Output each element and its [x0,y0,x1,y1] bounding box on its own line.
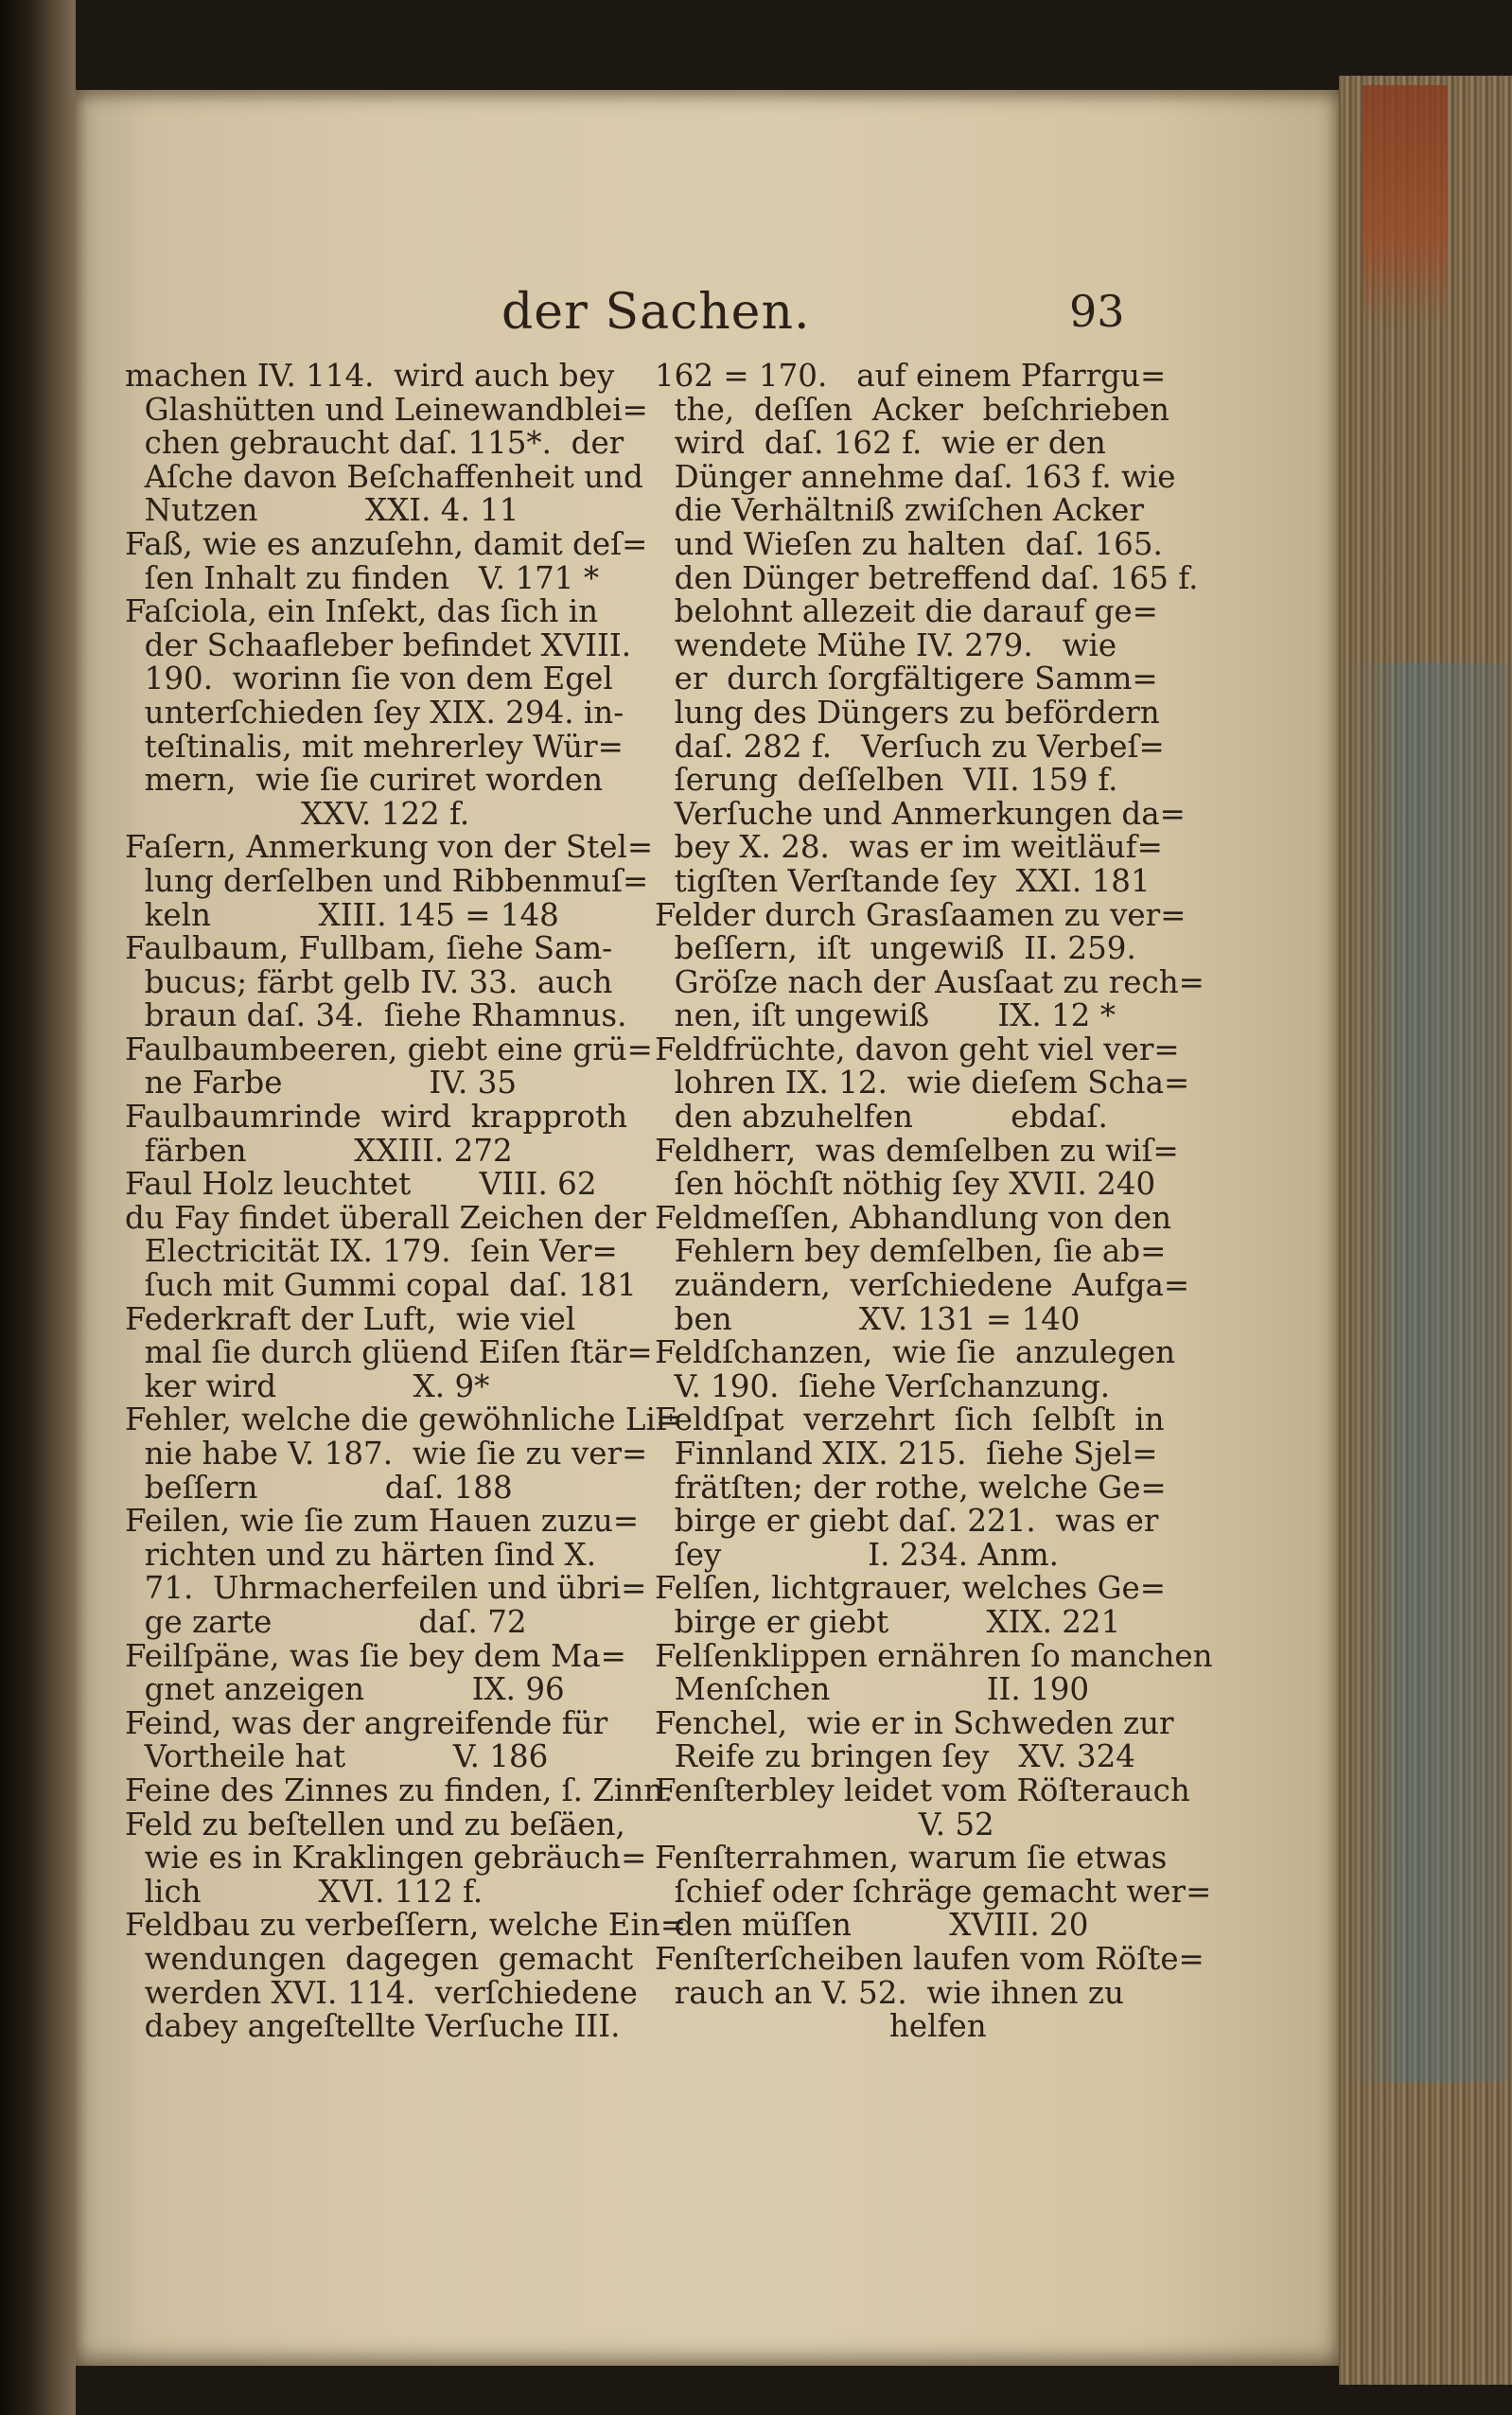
index-line: Faulbaumbeeren, giebt eine grü= [125,1031,653,1067]
index-line: färben XXIII. 272 [125,1132,513,1169]
index-line: Fehler, welche die gewöhnliche Li= [125,1401,682,1438]
index-line: Fenſterrahmen, warum ſie etwas [655,1840,1168,1877]
index-line: birge er giebt XIX. 221 [655,1603,1121,1640]
index-line: bey X. 28. was er im weitläuf= [655,829,1163,866]
index-line: Feldſchanzen, wie ſie anzulegen [655,1334,1176,1371]
index-line: wie es in Kraklingen gebräuch= [125,1840,647,1877]
index-line: Feine des Zinnes zu finden, ſ. Zinn. [125,1772,674,1808]
index-line: Verſuche und Anmerkungen da= [655,795,1186,832]
index-line: Menſchen II. 190 [655,1671,1090,1708]
index-line: beſſern, iſt ungewiß II. 259. [655,930,1136,967]
index-line: chen gebraucht daſ. 115*. der [125,425,624,462]
index-line: mern, wie ſie curiret worden [125,762,604,799]
index-line: lohren IX. 12. wie dieſem Scha= [655,1065,1190,1102]
index-line: Feldmeſſen, Abhandlung von den [655,1199,1172,1236]
index-line: Feldſpat verzehrt ſich ſelbſt in [655,1401,1165,1438]
index-line: lung derſelben und Ribbenmuſ= [125,862,649,899]
index-line: Fenchel, wie er in Schweden zur [655,1704,1174,1741]
index-line: mal ſie durch glüend Eiſen ſtär= [125,1334,653,1371]
index-line: wendungen dagegen gemacht [125,1940,634,1977]
index-line: ge zarte daſ. 72 [125,1603,527,1640]
index-line: Faulbaumrinde wird krapproth [125,1099,628,1136]
index-line: ben XV. 131 = 140 [655,1300,1081,1337]
index-line: Dünger annehme daſ. 163 f. wie [655,458,1176,495]
index-line: birge er giebt daſ. 221. was er [655,1503,1159,1540]
index-line: frätſten; der rothe, welche Ge= [655,1469,1167,1506]
index-line: daſ. 282 f. Verſuch zu Verbeſ= [655,728,1165,765]
index-line: er durch ſorgfältigere Samm= [655,661,1158,697]
index-line: zuändern, verſchiedene Aufga= [655,1267,1190,1304]
index-line: XXV. 122 f. [125,795,470,832]
index-line: Felder durch Grasſaamen zu ver= [655,896,1187,933]
index-line: Feind, was der angreifende für [125,1704,608,1741]
page-number: 93 [1069,286,1125,337]
index-line: Faulbaum, Fullbam, ſiehe Sam- [125,930,613,967]
index-line: dabey angeſtellte Verſuche III. [125,2008,621,2045]
index-line: Reife zu bringen ſey XV. 324 [655,1738,1135,1775]
index-line: ſchief oder ſchräge gemacht wer= [655,1873,1212,1910]
index-line: richten und zu härten ſind X. [125,1536,597,1573]
index-line: den müſſen XVIII. 20 [655,1907,1089,1944]
index-line: Fenſterbley leidet vom Röſterauch [655,1772,1190,1808]
index-line: Glashütten und Leinewandblei= [125,391,648,428]
index-line: werden XVI. 114. verſchiedene [125,1974,638,2011]
index-line: Electricität IX. 179. ſein Ver= [125,1233,618,1270]
index-line: V. 52 [655,1806,994,1842]
index-line: Faul Holz leuchtet VIII. 62 [125,1166,597,1203]
index-line: unterſchieden ſey XIX. 294. in- [125,694,624,731]
index-line: ſen höchſt nöthig ſey XVII. 240 [655,1166,1156,1203]
index-line: Faſciola, ein Inſekt, das ſich in [125,593,599,630]
index-line: ſey I. 234. Anm. [655,1536,1059,1573]
index-line: wird daſ. 162 f. wie er den [655,425,1106,462]
index-line: und Wieſen zu halten daſ. 165. [655,525,1163,562]
index-line: lich XVI. 112 f. [125,1873,483,1910]
index-line: teſtinalis, mit mehrerley Wür= [125,728,624,765]
index-line: keln XIII. 145 = 148 [125,896,559,933]
index-line: Feilſpäne, was ſie bey dem Ma= [125,1637,626,1674]
index-line: den abzuhelfen ebdaſ. [655,1099,1108,1136]
index-line: beſſern daſ. 188 [125,1469,513,1506]
page-header [0,284,1512,360]
index-line: the, deſſen Acker beſchrieben [655,391,1169,428]
index-line: bucus; färbt gelb IV. 33. auch [125,963,613,1000]
index-line: Federkraft der Luft, wie viel [125,1300,576,1337]
index-line: rauch an V. 52. wie ihnen zu [655,1974,1124,2011]
index-line: Felſen, lichtgrauer, welches Ge= [655,1570,1166,1607]
index-line: den Dünger betreffend daſ. 165 f. [655,559,1199,596]
index-line: ker wird X. 9* [125,1367,490,1404]
index-line: Felſenklippen ernähren ſo manchen [655,1637,1213,1674]
index-line: Faſern, Anmerkung von der Stel= [125,829,654,866]
index-line: Fenſterſcheiben laufen vom Röſte= [655,1940,1204,1977]
index-line: Feilen, wie ſie zum Hauen zuzu= [125,1503,640,1540]
index-line: lung des Düngers zu befördern [655,694,1160,731]
index-line: du Fay findet überall Zeichen der [125,1199,646,1236]
index-line: Gröſze nach der Ausſaat zu rech= [655,963,1204,1000]
index-line: machen IV. 114. wird auch bey [125,358,615,394]
index-line: Aſche davon Beſchaffenheit und [125,458,643,495]
index-column-left [125,358,687,2045]
index-line: 162 = 170. auf einem Pfarrgu= [655,358,1167,394]
index-line: 190. worinn ſie von dem Egel [125,661,613,697]
index-line: ne Farbe IV. 35 [125,1065,518,1102]
index-line: Faß, wie es anzuſehn, damit deſ= [125,525,648,562]
index-line: braun daſ. 34. ſiehe Rhamnus. [125,997,627,1034]
index-line: Feldherr, was demſelben zu wiſ= [655,1132,1179,1169]
index-column-right [655,358,1213,2045]
index-line: ſen Inhalt zu finden V. 171 * [125,559,600,596]
index-line: V. 190. ſiehe Verſchanzung. [655,1367,1111,1404]
book-gutter-edge [0,0,76,2415]
index-line: die Verhältniß zwiſchen Acker [655,492,1144,529]
index-line: tigſten Verſtande ſey XXI. 181 [655,862,1151,899]
index-line: ſerung deſſelben VII. 159 f. [655,762,1118,799]
index-line: Finnland XIX. 215. ſiehe Sjel= [655,1436,1158,1472]
index-line: Nutzen XXI. 4. 11 [125,492,519,529]
index-line: ſuch mit Gummi copal daſ. 181 [125,1267,637,1304]
index-line: Feldbau zu verbeſſern, welche Ein= [125,1907,687,1944]
index-line: Feld zu beſtellen und zu beſäen, [125,1806,625,1842]
index-line: gnet anzeigen IX. 96 [125,1671,565,1708]
index-line: belohnt allezeit die darauf ge= [655,593,1158,630]
index-line: Feldfrüchte, davon geht viel ver= [655,1031,1180,1067]
index-line: nie habe V. 187. wie ſie zu ver= [125,1436,648,1472]
index-line: Fehlern bey demſelben, ſie ab= [655,1233,1167,1270]
index-line: der Schaafleber befindet XVIII. [125,626,632,663]
index-line: Vortheile hat V. 186 [125,1738,549,1775]
index-line: 71. Uhrmacherfeilen und übri= [125,1570,647,1607]
index-line: wendete Mühe IV. 279. wie [655,626,1117,663]
fore-edge-tint [1348,662,1509,2082]
index-line: nen, iſt ungewiß IX. 12 * [655,997,1116,1034]
running-head: der Sachen. [501,284,811,341]
index-line: helfen [655,2008,987,2045]
